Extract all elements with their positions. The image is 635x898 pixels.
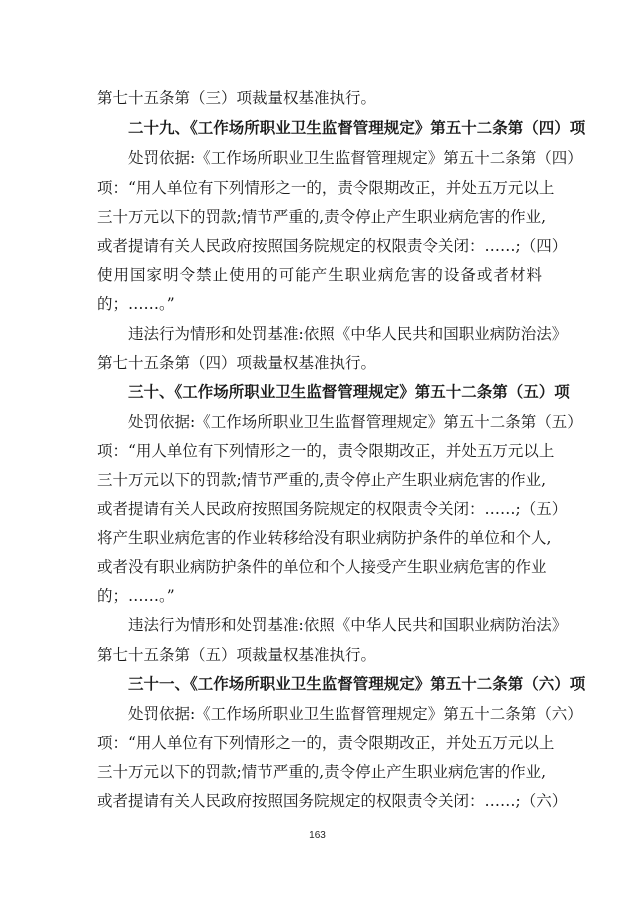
body-line: 或者提请有关人民政府按照国务院规定的权限责令关闭：……;（四） — [97, 237, 568, 255]
section-heading-29: 二十九、《工作场所职业卫生监督管理规定》第五十二条第（四）项 — [128, 119, 586, 137]
body-line: 项：“用人单位有下列情形之一的，责令限期改正，并处五万元以上 — [97, 442, 555, 460]
body-line: 三十万元以下的罚款;情节严重的,责令停止产生职业病危害的作业, — [97, 471, 547, 489]
body-line: 违法行为情形和处罚基准:依照《中华人民共和国职业病防治法》 — [128, 616, 568, 634]
page-number: 163 — [309, 830, 326, 841]
body-line: 将产生职业病危害的作业转移给没有职业病防护条件的单位和个人, — [97, 529, 552, 547]
body-line: 第七十五条第（四）项裁量权基准执行。 — [97, 354, 377, 372]
body-line: 处罚依据:《工作场所职业卫生监督管理规定》第五十二条第（六） — [128, 705, 583, 723]
body-line: 违法行为情形和处罚基准:依照《中华人民共和国职业病防治法》 — [128, 325, 568, 343]
body-line: 处罚依据:《工作场所职业卫生监督管理规定》第五十二条第（五） — [128, 413, 583, 431]
body-line: 三十万元以下的罚款;情节严重的,责令停止产生职业病危害的作业, — [97, 208, 547, 226]
body-line: 第七十五条第（三）项裁量权基准执行。 — [97, 89, 377, 107]
body-line: 或者提请有关人民政府按照国务院规定的权限责令关闭：……;（五） — [97, 500, 568, 518]
body-line: 使用国家明令禁止使用的可能产生职业病危害的设备或者材料 — [97, 266, 542, 284]
body-line: 项：“用人单位有下列情形之一的，责令限期改正，并处五万元以上 — [97, 179, 555, 197]
body-line: 的；……。” — [97, 295, 175, 313]
body-line: 第七十五条第（五）项裁量权基准执行。 — [97, 646, 377, 664]
body-line: 或者提请有关人民政府按照国务院规定的权限责令关闭：……;（六） — [97, 792, 568, 810]
body-line: 的；……。” — [97, 587, 175, 605]
body-line: 项：“用人单位有下列情形之一的，责令限期改正，并处五万元以上 — [97, 734, 555, 752]
section-heading-30: 三十、《工作场所职业卫生监督管理规定》第五十二条第（五）项 — [128, 383, 570, 401]
body-line: 或者没有职业病防护条件的单位和个人接受产生职业病危害的作业 — [97, 558, 547, 576]
section-heading-31: 三十一、《工作场所职业卫生监督管理规定》第五十二条第（六）项 — [128, 675, 586, 693]
body-line: 三十万元以下的罚款;情节严重的,责令停止产生职业病危害的作业, — [97, 763, 547, 781]
body-line: 处罚依据:《工作场所职业卫生监督管理规定》第五十二条第（四） — [128, 149, 583, 167]
